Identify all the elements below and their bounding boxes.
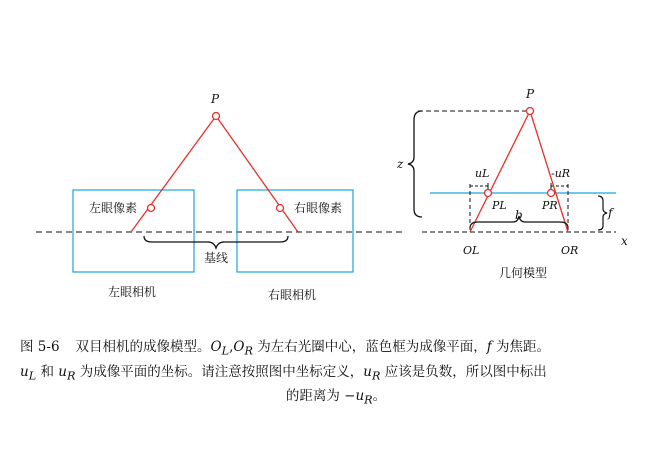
caption-line-3 bbox=[20, 386, 652, 411]
b-label: b bbox=[515, 208, 523, 222]
caption-ur: u bbox=[58, 363, 67, 380]
caption-ur-2: u bbox=[363, 363, 372, 380]
point-pr bbox=[548, 190, 555, 197]
caption-ur-3: u bbox=[355, 388, 365, 405]
point-p-label: P bbox=[211, 92, 220, 106]
left-ray bbox=[131, 116, 216, 232]
left-pixel-point bbox=[148, 205, 155, 212]
point-pl bbox=[485, 190, 492, 197]
z-brace bbox=[408, 111, 422, 217]
figure-caption bbox=[20, 337, 652, 411]
right-ray bbox=[216, 116, 298, 232]
point-p bbox=[213, 113, 220, 120]
caption-or: O bbox=[233, 339, 245, 355]
right-camera-label: 右眼相机 bbox=[268, 288, 317, 302]
caption-ul-sub: L bbox=[28, 369, 37, 383]
caption-text-1c: 为焦距。 bbox=[491, 339, 551, 355]
figure-label: 图 5-6 bbox=[20, 339, 60, 355]
right-pixel-point bbox=[277, 205, 284, 212]
ol-label: OL bbox=[463, 244, 480, 257]
f-label: f bbox=[608, 206, 613, 220]
caption-line-2 bbox=[20, 362, 652, 387]
caption-ur-sub: R bbox=[66, 369, 76, 383]
caption-ur-2-sub: R bbox=[371, 369, 381, 383]
x-label: x bbox=[621, 234, 628, 248]
uR-label: -uR bbox=[551, 167, 571, 180]
caption-text-1b: 为左右光圈中心，蓝色框为成像平面， bbox=[252, 339, 487, 355]
pl-label: PL bbox=[492, 199, 507, 212]
caption-text-3b: 。 bbox=[372, 388, 387, 405]
caption-ur-3-sub: R bbox=[364, 394, 373, 408]
left-diagram bbox=[36, 92, 404, 302]
right-diagram bbox=[396, 87, 628, 280]
caption-comma: , bbox=[229, 339, 234, 355]
left-pixel-label: 左眼像素 bbox=[89, 201, 138, 215]
caption-ul: u bbox=[20, 363, 29, 380]
pr-label: PR bbox=[542, 199, 558, 212]
uL-label: uL bbox=[475, 167, 490, 180]
caption-f: f bbox=[486, 339, 492, 355]
or-label: OR bbox=[561, 244, 579, 257]
caption-text-3a: 的距离为 − bbox=[285, 388, 356, 405]
caption-line-1 bbox=[20, 337, 652, 362]
geometry-model-title: 几何模型 bbox=[499, 266, 548, 280]
caption-text-2a: 为成像平面的坐标。请注意按照图中坐标定义， bbox=[75, 363, 364, 380]
caption-ol: O bbox=[210, 339, 222, 355]
baseline-label: 基线 bbox=[204, 251, 229, 265]
caption-text-1a: 双目相机的成像模型。 bbox=[75, 339, 211, 355]
z-label: z bbox=[397, 157, 404, 171]
point-p-geometry-label: P bbox=[526, 87, 535, 101]
baseline-brace bbox=[144, 236, 288, 248]
caption-ol-sub: L bbox=[221, 344, 230, 358]
point-p-geometry bbox=[527, 108, 534, 115]
caption-or-sub: R bbox=[244, 344, 253, 358]
left-camera-label: 左眼相机 bbox=[108, 285, 157, 299]
right-pixel-label: 右眼像素 bbox=[294, 201, 343, 215]
caption-and: 和 bbox=[36, 363, 59, 380]
caption-text-2b: 应该是负数，所以图中标出 bbox=[380, 363, 547, 380]
f-brace bbox=[598, 196, 607, 230]
